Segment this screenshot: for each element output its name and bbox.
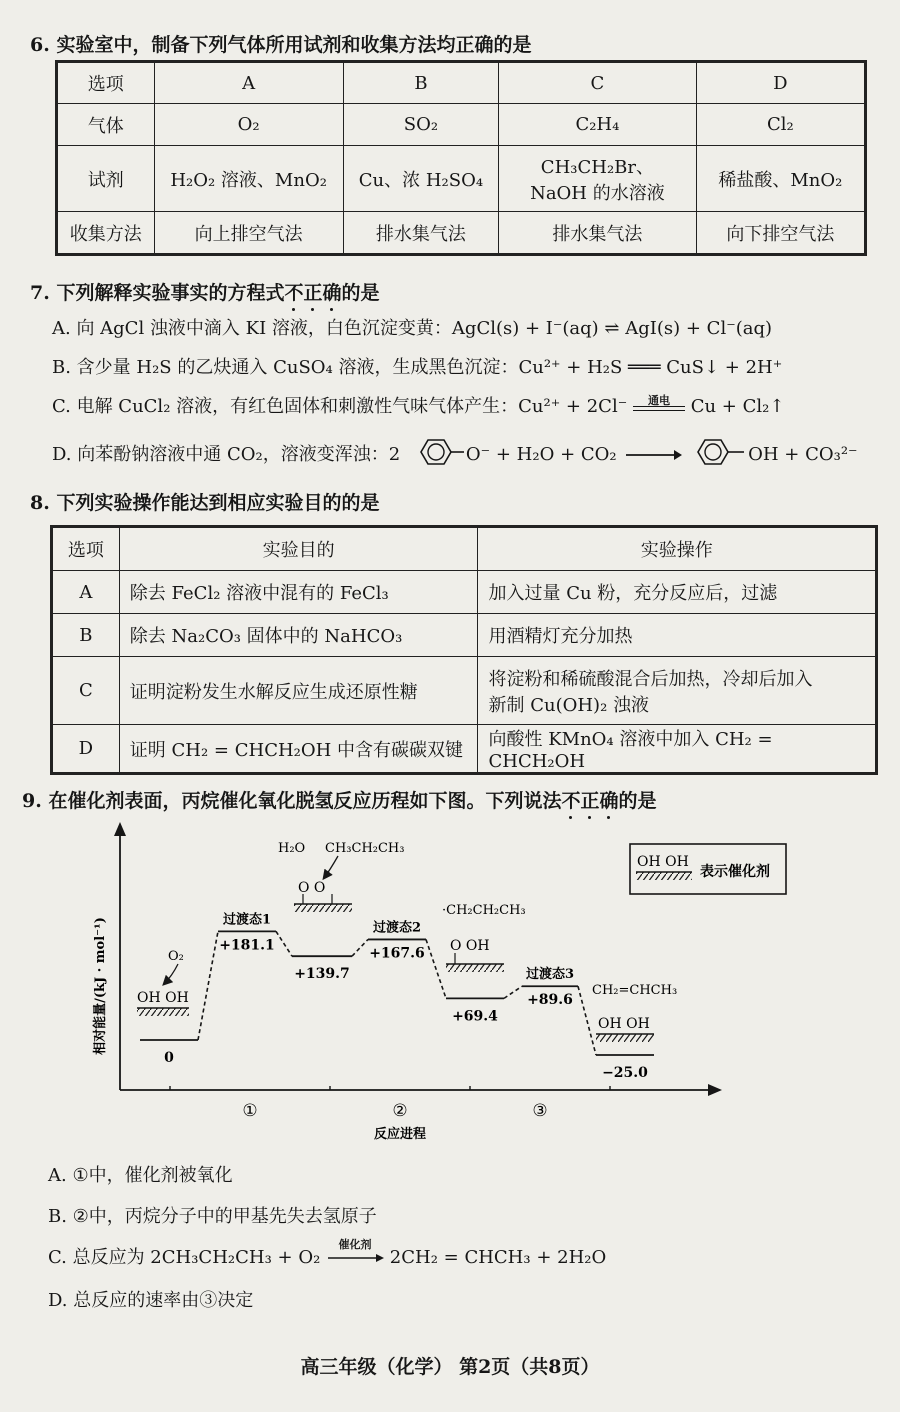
q9-em-1: 不 bbox=[561, 786, 580, 813]
q8-row bbox=[52, 725, 877, 774]
q9-em-2: 正 bbox=[580, 786, 599, 813]
benzene-ring-icon bbox=[406, 432, 466, 472]
q8-cell-option: A bbox=[52, 571, 120, 614]
q9-option-c bbox=[48, 1238, 607, 1269]
species-o2: O₂ bbox=[168, 949, 184, 964]
q6-cell: C bbox=[499, 62, 697, 104]
q6-cell-line1: CH₃CH₂Br、 bbox=[540, 156, 654, 178]
page-footer: 高三年级（化学） 第2页（共8页） bbox=[300, 1356, 600, 1378]
q8-cell-op bbox=[478, 657, 877, 725]
q6-cell: B bbox=[343, 62, 498, 104]
q7-arrow-condition: 通电 bbox=[647, 394, 670, 407]
q8-table bbox=[50, 525, 878, 775]
q9-option-d: D. 总反应的速率由③决定 bbox=[48, 1290, 254, 1311]
energy-value-label: +69.4 bbox=[452, 1008, 498, 1025]
q6-cell-head: 气体 bbox=[57, 104, 155, 146]
catalyst-site-icon bbox=[446, 964, 504, 972]
reaction-arrow-icon bbox=[622, 448, 682, 462]
energy-connector bbox=[198, 931, 218, 1040]
q7-stem-a: 7. 下列解释实验事实的方程式 bbox=[30, 282, 285, 304]
energy-value-label: 0 bbox=[164, 1050, 174, 1066]
q7-option-d-mid: O⁻ + H₂O + CO₂ bbox=[465, 444, 617, 465]
q8-cell-option: D bbox=[52, 725, 120, 774]
catalyst-site-icon bbox=[294, 904, 352, 912]
transition-state-label: 过渡态3 bbox=[525, 967, 575, 983]
q6-cell-head: 试剂 bbox=[57, 146, 155, 212]
species-propene: CH₂=CHCH₃ bbox=[592, 983, 678, 998]
q9-option-c-text: C. 总反应为 2CH₃CH₂CH₃ + O₂ bbox=[48, 1247, 321, 1268]
q6-cell: H₂O₂ 溶液、MnO₂ bbox=[154, 146, 343, 212]
energy-value-label: −25.0 bbox=[602, 1065, 648, 1081]
stage-label: ② bbox=[392, 1101, 408, 1121]
q8-cell-op-line2: 新制 Cu(OH)₂ 浊液 bbox=[488, 694, 650, 716]
q6-cell bbox=[499, 146, 697, 212]
q7-electrolysis-arrow bbox=[633, 394, 685, 418]
q6-cell: Cl₂ bbox=[696, 104, 865, 146]
q6-cell: 向上排空气法 bbox=[154, 212, 343, 255]
q8-cell-op: 用酒精灯充分加热 bbox=[478, 614, 877, 657]
q7-option-b: B. 含少量 H₂S 的乙炔通入 CuSO₄ 溶液，生成黑色沉淀：Cu²⁺ + H₂S ═══ CuS↓ + 2H⁺ bbox=[52, 357, 783, 378]
q6-stem: 6. 实验室中，制备下列气体所用试剂和收集方法均正确的是 bbox=[30, 34, 532, 56]
y-axis-label: 相对能量/(kJ · mol⁻¹) bbox=[93, 917, 108, 1055]
q8-row bbox=[52, 614, 877, 657]
q6-table bbox=[55, 60, 867, 256]
q6-row-option bbox=[57, 62, 866, 104]
energy-value-label: +139.7 bbox=[294, 966, 350, 983]
q7-option-d-text: D. 向苯酚钠溶液中通 CO₂，溶液变浑浊：2 bbox=[52, 444, 401, 465]
q6-cell-head: 收集方法 bbox=[57, 212, 155, 255]
q8-cell-goal: 除去 FeCl₂ 溶液中混有的 FeCl₃ bbox=[119, 571, 478, 614]
q6-cell-line2: NaOH 的水溶液 bbox=[530, 182, 665, 204]
legend-site: OH OH bbox=[637, 854, 689, 870]
q8-stem: 8. 下列实验操作能达到相应实验目的的是 bbox=[30, 492, 380, 514]
q6-cell: 排水集气法 bbox=[499, 212, 697, 255]
q7-em-3: 确 bbox=[322, 278, 341, 305]
stage-label: ① bbox=[242, 1101, 258, 1121]
q6-cell: SO₂ bbox=[343, 104, 498, 146]
q8-header-row bbox=[52, 527, 877, 571]
energy-value-label: +167.6 bbox=[369, 945, 425, 962]
q8-header-cell: 选项 bbox=[52, 527, 120, 571]
q8-cell-op-line1: 将淀粉和稀硫酸混合后加热，冷却后加入 bbox=[488, 668, 813, 690]
energy-connector bbox=[276, 931, 292, 956]
propane-arrow-icon bbox=[324, 856, 338, 878]
benzene-ring-icon bbox=[688, 432, 748, 472]
legend-text: 表示催化剂 bbox=[700, 864, 770, 880]
q7-option-d-tail: OH + CO₃²⁻ bbox=[748, 444, 858, 465]
energy-levels bbox=[140, 911, 654, 1081]
site-label: OH OH bbox=[598, 1016, 650, 1032]
q9-arrow-condition: 催化剂 bbox=[338, 1238, 372, 1251]
q8-row bbox=[52, 657, 877, 725]
transition-state-label: 过渡态2 bbox=[372, 920, 422, 936]
q6-cell: O₂ bbox=[154, 104, 343, 146]
stage-label: ③ bbox=[532, 1101, 548, 1121]
energy-value-label: +181.1 bbox=[219, 937, 275, 954]
q8-cell-goal: 除去 Na₂CO₃ 固体中的 NaHCO₃ bbox=[119, 614, 478, 657]
species-propane: CH₃CH₂CH₃ bbox=[325, 841, 405, 856]
species-h2o: H₂O bbox=[278, 841, 306, 856]
species-radical: ·CH₂CH₂CH₃ bbox=[442, 903, 526, 918]
y-axis-arrow-icon bbox=[114, 822, 126, 836]
energy-value-label: +89.6 bbox=[527, 992, 573, 1009]
q9-stem bbox=[22, 786, 657, 813]
q6-cell: 排水集气法 bbox=[343, 212, 498, 255]
q9-stem-b: 的是 bbox=[618, 790, 657, 812]
energy-connector bbox=[426, 939, 446, 998]
q7-option-d bbox=[52, 438, 858, 472]
site-label: O OH bbox=[450, 938, 490, 954]
q8-header-cell: 实验操作 bbox=[478, 527, 877, 571]
q7-em-1: 不 bbox=[284, 278, 303, 305]
q9-option-a: A. ①中，催化剂被氧化 bbox=[48, 1165, 233, 1186]
q6-cell: 向下排空气法 bbox=[696, 212, 865, 255]
q6-cell: 稀盐酸、MnO₂ bbox=[696, 146, 865, 212]
q8-cell-goal: 证明淀粉发生水解反应生成还原性糖 bbox=[119, 657, 478, 725]
q7-option-c-text: C. 电解 CuCl₂ 溶液，有红色固体和刺激性气味气体产生：Cu²⁺ + 2Cl⁻ bbox=[52, 396, 628, 417]
catalyst-site-icon bbox=[137, 1008, 189, 1016]
q8-cell-op: 向酸性 KMnO₄ 溶液中加入 CH₂ = CHCH₂OH bbox=[478, 725, 877, 774]
q9-catalyst-arrow bbox=[326, 1238, 384, 1264]
q9-em-3: 确 bbox=[599, 786, 618, 813]
q9-option-b: B. ②中，丙烷分子中的甲基先失去氢原子 bbox=[48, 1206, 377, 1227]
q8-row bbox=[52, 571, 877, 614]
q6-cell: Cu、浓 H₂SO₄ bbox=[343, 146, 498, 212]
o2-arrow-icon bbox=[164, 964, 178, 984]
q7-option-c-tail: Cu + Cl₂↑ bbox=[690, 396, 785, 417]
legend-catalyst-icon bbox=[636, 872, 692, 880]
q8-cell-goal: 证明 CH₂ = CHCH₂OH 中含有碳碳双键 bbox=[119, 725, 478, 774]
energy-profile-chart bbox=[0, 818, 900, 1178]
energy-connector bbox=[504, 986, 522, 998]
q6-cell: A bbox=[154, 62, 343, 104]
x-axis-arrow-icon bbox=[708, 1084, 722, 1096]
q9-option-c-tail: 2CH₂ = CHCH₃ + 2H₂O bbox=[389, 1247, 607, 1268]
q8-cell-option: C bbox=[52, 657, 120, 725]
q6-cell-head: 选项 bbox=[57, 62, 155, 104]
site-label: O O bbox=[298, 880, 326, 896]
q7-option-a: A. 向 AgCl 浊液中滴入 KI 溶液，白色沉淀变黄：AgCl(s) + I⁻(aq) ⇌ AgI(s) + Cl⁻(aq) bbox=[52, 318, 772, 339]
q6-cell: C₂H₄ bbox=[499, 104, 697, 146]
site-label: OH OH bbox=[137, 990, 189, 1006]
energy-connector bbox=[352, 939, 368, 956]
q7-option-c bbox=[52, 392, 784, 418]
transition-state-label: 过渡态1 bbox=[222, 912, 272, 928]
q8-cell-option: B bbox=[52, 614, 120, 657]
q7-stem-b: 的是 bbox=[341, 282, 380, 304]
q7-stem bbox=[30, 278, 380, 305]
q6-row-collect bbox=[57, 212, 866, 255]
q6-row-reagent bbox=[57, 146, 866, 212]
q8-cell-op: 加入过量 Cu 粉，充分反应后，过滤 bbox=[478, 571, 877, 614]
reaction-arrow-icon bbox=[326, 1252, 384, 1264]
x-axis-label: 反应进程 bbox=[373, 1127, 427, 1142]
q8-header-cell: 实验目的 bbox=[119, 527, 478, 571]
q6-cell: D bbox=[696, 62, 865, 104]
q7-em-2: 正 bbox=[303, 278, 322, 305]
q9-stem-a: 9. 在催化剂表面，丙烷催化氧化脱氢反应历程如下图。下列说法 bbox=[22, 790, 562, 812]
q6-row-gas bbox=[57, 104, 866, 146]
catalyst-site-icon bbox=[596, 1034, 654, 1042]
